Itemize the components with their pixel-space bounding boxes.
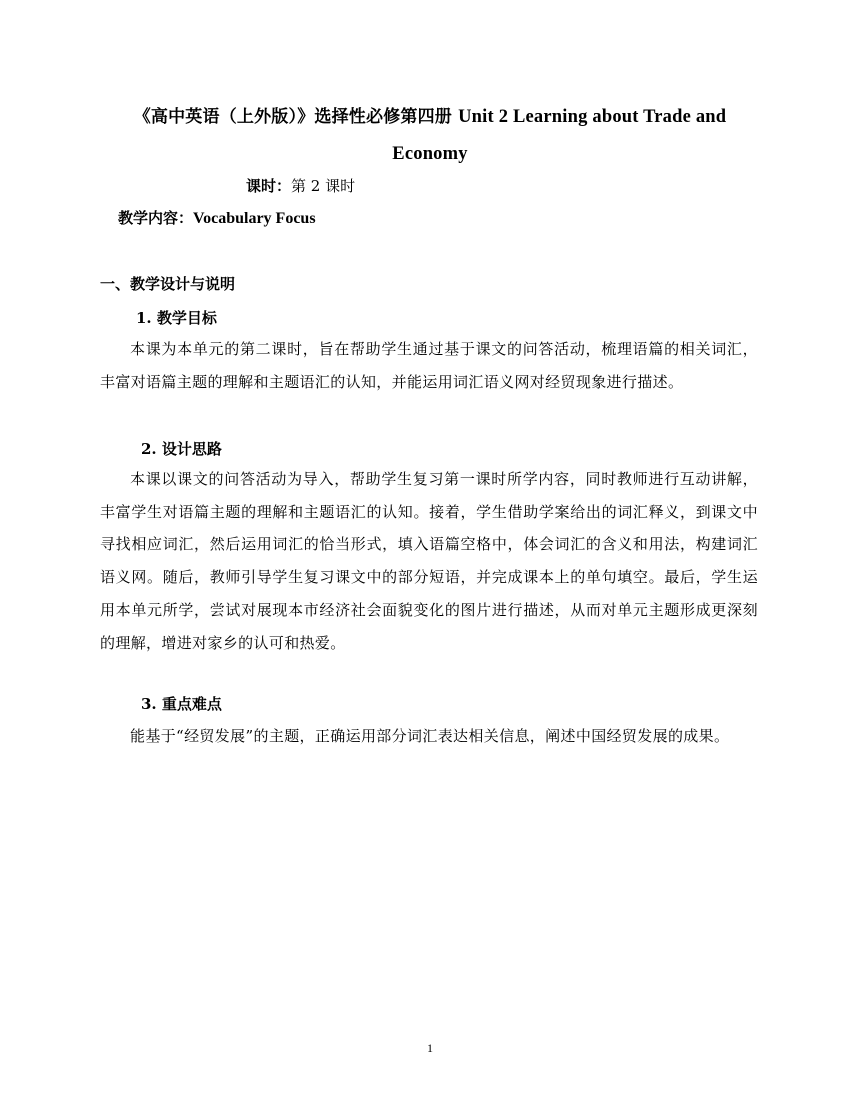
paragraph-design: 本课以课文的问答活动为导入，帮助学生复习第一课时所学内容，同时教师进行互动讲解，丰富学生对语篇主题的理解和主题语汇的认知。接着，学生借助学案给出的词汇释义，到课文中寻找相应词汇，然后运用词汇的恰当形式，填入语篇空格中，体会词汇的含义和用法，构建词汇语义网。随后，教师引导学生复习课文中的部分短语，并完成课本上的单句填空。最后，学生运用本单元所学，尝试对展现本市经济社会面貌变化的图片进行描述，从而对单元主题形成更深刻的理解，增进对家乡的认可和热爱。	[100, 470, 758, 652]
title-chinese: 《高中英语（上外版）》选择性必修第四册	[133, 107, 459, 127]
section-heading: 一、教学设计与说明	[100, 275, 236, 293]
document-title	[100, 99, 760, 173]
title-english: Unit 2 Learning about Trade and Economy	[392, 107, 727, 164]
content-value: Vocabulary Focus	[193, 210, 316, 227]
content-label: 教学内容：	[118, 209, 194, 227]
subsection-heading-design: 2. 设计思路	[141, 440, 222, 458]
lesson-line	[246, 175, 355, 196]
lesson-value: 第 2 课时	[291, 177, 356, 195]
page-number: 1	[427, 1041, 433, 1055]
lesson-label: 课时：	[246, 177, 292, 195]
paragraph-key-points: 能基于“经贸发展”的主题，正确运用部分词汇表达相关信息，阐述中国经贸发展的成果。	[130, 727, 730, 745]
subsection-heading-objectives: 1. 教学目标	[136, 309, 217, 327]
content-line	[118, 207, 316, 228]
subsection-heading-key-points: 3. 重点难点	[141, 695, 222, 713]
paragraph-objectives: 本课为本单元的第二课时，旨在帮助学生通过基于课文的问答活动，梳理语篇的相关词汇，丰富对语篇主题的理解和主题语汇的认知，并能运用词汇语义网对经贸现象进行描述。	[100, 340, 758, 391]
